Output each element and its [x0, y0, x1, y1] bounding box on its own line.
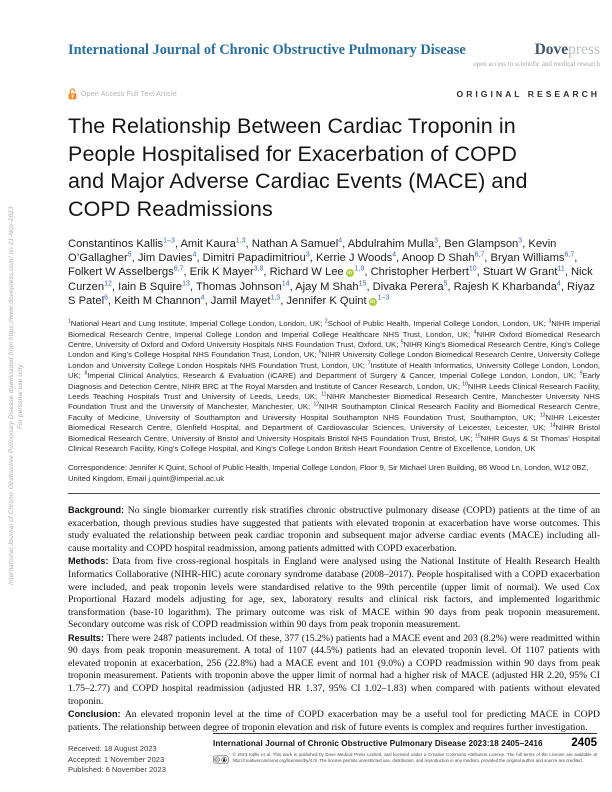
publisher-tagline: open access to scientific and medical research [473, 61, 600, 68]
author: Rajesh K Kharbanda$^4$ [453, 279, 561, 293]
footer-citation-block [213, 733, 597, 767]
author: Keith M Channon$^4$ [114, 294, 205, 307]
author: Thomas Johnson$^{14}$ [195, 279, 290, 293]
dovepress-logo-bold: Dove [534, 41, 569, 58]
received-date: Received: 18 August 2023 [68, 744, 157, 754]
author: Jamil Mayet$^{1,3}$ [210, 294, 281, 307]
author: Nick Curzen$^{12}$ [68, 266, 593, 293]
author-list: Constantinos Kallis$^{1-3}$, Amit Kaura$^{1,3}$, Nathan A Samuel$^4$, Abdulrahim Mulla$^3$, Ben Glampson$^3$, Kevin O’Gallagher$^5$, Jim Davies$^4$, Dimitri Papadimitriou$^3$, Kerrie J Woods$^4$, Anoop D Shah$^{6,7}$, Bryan Williams$^{6,7}$, Folkert W Asselbergs$^{6,7}$, Erik K Mayer$^{3,8}$, Richard W Lee iD$^{1,9}$, Christopher Herbert$^{10}$, Stuart W Grant$^{11}$, Nick Curzen$^{12}$, Iain B Squire$^{13}$, Thomas Johnson$^{14}$, Ajay M Shah$^{15}$, Divaka Perera$^5$, Rajesh K Kharbanda$^4$, Riyaz S Patel$^6$, Keith M Channon$^4$, Jamil Mayet$^{1,3}$, Jennifer K Quint $iD^{1-3}$ [68, 237, 596, 307]
license-row [213, 752, 597, 767]
author: Iain B Squire$^{13}$ [118, 279, 190, 293]
publisher-block [473, 42, 600, 68]
article-title-line: The Relationship Between Cardiac Troponin in [68, 114, 516, 138]
abstract [68, 504, 600, 734]
article-history [68, 744, 213, 776]
author: Erik K Mayer$^{3,8}$ [189, 265, 264, 279]
license-text[interactable]: © 2023 Kallis et al. This work is published by Dove Medical Press Limited, and licensed under a Creative Commons Attribution License. The full terms of the License are available at http://creativecommons.org/licenses/by/4.0/. The license permits unrestricted use, distribution, and reproduction in any medium, provided the original author and source are credited. [232, 752, 597, 763]
open-access-banner [68, 88, 177, 100]
author: Kevin O’Gallagher$^5$ [68, 238, 557, 265]
author: Jim Davies$^4$ [137, 251, 197, 265]
author: Kerrie J Woods$^4$ [315, 251, 397, 265]
author: Constantinos Kallis$^{1-3}$ [68, 237, 175, 250]
correspondence: Correspondence: Jennifer K Quint, School of Public Health, Imperial College London, Floor 9, Sir Michael Uren Building, 86 Wood Ln, London, W12 0BZ, United Kingdom, Email j.quint@imperial.ac.uk [68, 463, 589, 483]
svg-text:CC: CC [215, 757, 220, 762]
author: Folkert W Asselbergs$^{6,7}$ [68, 265, 184, 279]
author: Ajay M Shah$^{15}$ [295, 279, 367, 293]
author: Dimitri Papadimitriou$^3$ [202, 251, 310, 265]
author: Anoop D Shah$^{6,7}$ [401, 251, 485, 265]
abstract-section: Background: No single biomarker currently risk stratifies chronic obstructive pulmonary disease (COPD) patients at the time of an exacerbation, though previous studies have suggested that patients with elevated troponin at exacerbation have worse outcomes. This study evaluated the relationship between peak cardiac troponin and subsequent major adverse cardiac events (MACE) including all-cause mortality and COPD hospital readmission, among patients admitted with COPD exacerbation. [68, 505, 600, 554]
abstract-section: Results: There were 2487 patients included. Of these, 377 (15.2%) patients had a MACE event and 203 (8.2%) were readmitted within 90 days from peak troponin measurement. A total of 1107 (44.5%) patients had an elevated troponin level. Of 1107 patients with elevated troponin at exacerbation, 256 (22.8%) had a MACE event and 101 (9.0%) a COPD readmission within 90 days from peak troponin measurement. Patients with troponin above the upper limit of normal had a higher risk of MACE (adjusted HR 2.20, 95% CI 1.75–2.77) and COPD hospital readmission (adjusted HR 1.37, 95% CI 1.02–1.83) when compared with patients without elevated troponin. [68, 632, 601, 707]
affiliations: $^1$National Heart and Lung Institute, Imperial College London, London, UK; $^2$School of Public Health, Imperial College London, London, UK; $^3$NIHR Imperial Biomedical Research Centre, Imperial College London and Imperial College Healthcare NHS Trust, London, UK; $^4$NIHR Oxford Biomedical Research Centre, University of Oxford and Oxford University Hospitals NHS Foundation Trust, Oxford, UK; $^5$NIHR King’s Biomedical Research Centre, King’s College London and King’s College Hospital NHS Foundation Trust, London, UK; $^6$NIHR University College London Biomedical Research Centre, University College London and University College London Hospitals NHS Foundation Trust, London, UK; $^7$Institute of Health Informatics, University College London, London, UK; $^8$Imperial Clinical Analytics, Research & Evaluation (iCARE) and Department of Surgery & Cancer, Imperial College London, London, UK; $^9$Early Diagnosis and Detection Centre, NIHR BRC at The Royal Marsden and Institute of Cancer Research, London, UK; $^{10}$NIHR Leeds Clinical Research Facility, Leeds Teaching Hospitals Trust and University of Leeds, Leeds, UK; $^{11}$NIHR Manchester Biomedical Research Centre, Manchester University NHS Foundation Trust and the University of Manchester, Manchester, UK; $^{12}$NIHR Southampton Clinical Research Facility and Biomedical Research Centre, Faculty of Medicine, University of Southampton and University Hospital Southampton NHS Foundation Trust, Southampton, UK; $^{13}$NIHR Leicester Biomedical Research Centre, Glenfield Hospital, and Department of Cardiovascular Sciences, University of Leicester, Leicester, UK; $^{14}$NIHR Bristol Biomedical Research Centre, University of Bristol and University Hospitals Bristol NHS Foundation Trust, Bristol, UK; $^{15}$NIHR Guys & St Thomas’ Hospital Clinical Research Facility, King’s College Hospital, and King’s College London British Heart Foundation Centre of Excellence, London, UK [68, 318, 601, 454]
author: Divaka Perera$^5$ [372, 279, 448, 293]
orcid-icon[interactable]: iD [370, 298, 375, 304]
vertical-download-notice: International Journal of Chronic Obstructive Pulmonary Disease downloaded from https://www.dovepress.com/ on 21-Nov-2023 [8, 206, 15, 586]
article-title-line: and Major Adverse Cardiac Events (MACE) and [68, 169, 528, 193]
author: Riyaz S Patel$^6$ [68, 280, 596, 307]
published-date: Published: 6 November 2023 [68, 765, 166, 775]
journal-citation: International Journal of Chronic Obstructive Pulmonary Disease 2023:18 2405–2416 [213, 739, 543, 749]
author: Christopher Herbert$^{10}$ [370, 265, 477, 279]
article-title [68, 113, 600, 223]
author: Stuart W Grant$^{11}$ [482, 265, 565, 279]
author: Nathan A Samuel$^4$ [251, 237, 343, 250]
masthead [68, 42, 600, 68]
abstract-divider [68, 493, 600, 494]
open-access-label: Open Access Full Text Article [81, 90, 177, 98]
author: Jennifer K Quint $iD^{1-3}$ [286, 294, 390, 307]
page-number: 2405 [571, 737, 597, 750]
dovepress-logo-light: press [568, 41, 600, 58]
author: Ben Glampson$^3$ [444, 237, 523, 250]
author: Amit Kaura$^{1,3}$ [180, 237, 246, 250]
vertical-personal-use-notice: For personal use only. [17, 362, 24, 430]
abstract-section: Methods: Data from five cross-regional hospitals in England were analysed using the National Institute of Health Research Health Informatics Collaborative (NIHR-HIC) acute coronary syndrome database (2008–2017). People hospitalised with a COPD exacerbation were included, and peak troponin levels were standardised relative to the 99th percentile (upper limit of normal). We used Cox Proportional Hazard models adjusting for age, sex, laboratory results and clinical risk factors, and implemented logarithmic transformation (base-10 logarithm). The primary outcome was risk of MACE within 90 days from peak troponin measurement. Secondary outcome was risk of COPD readmission within 90 days from peak troponin measurement. [68, 556, 600, 631]
author: Richard W Lee iD$^{1,9}$ [269, 265, 365, 279]
creative-commons-by-icon [213, 752, 229, 767]
author: Abdulrahim Mulla$^3$ [347, 237, 439, 250]
dovepress-logo [473, 42, 600, 58]
accepted-date: Accepted: 1 November 2023 [68, 754, 165, 764]
open-access-padlock-icon [68, 88, 77, 100]
article-type-label: ORIGINAL RESEARCH [456, 89, 600, 99]
article-type-row [68, 88, 600, 100]
footer [68, 733, 597, 776]
article-title-line: COPD Readmissions [68, 196, 273, 221]
author: Bryan Williams$^{6,7}$ [490, 251, 575, 265]
article-title-line: People Hospitalised for Exacerbation of COPD [68, 141, 517, 166]
journal-name: International Journal of Chronic Obstructive Pulmonary Disease [68, 42, 466, 58]
abstract-section: Conclusion: An elevated troponin level at the time of COPD exacerbation may be a useful tool for predicting MACE in COPD patients. The relationship between degree of troponin elevation and risk of future events is complex and requires further investigation. [68, 709, 600, 733]
orcid-icon[interactable]: iD [347, 270, 352, 276]
